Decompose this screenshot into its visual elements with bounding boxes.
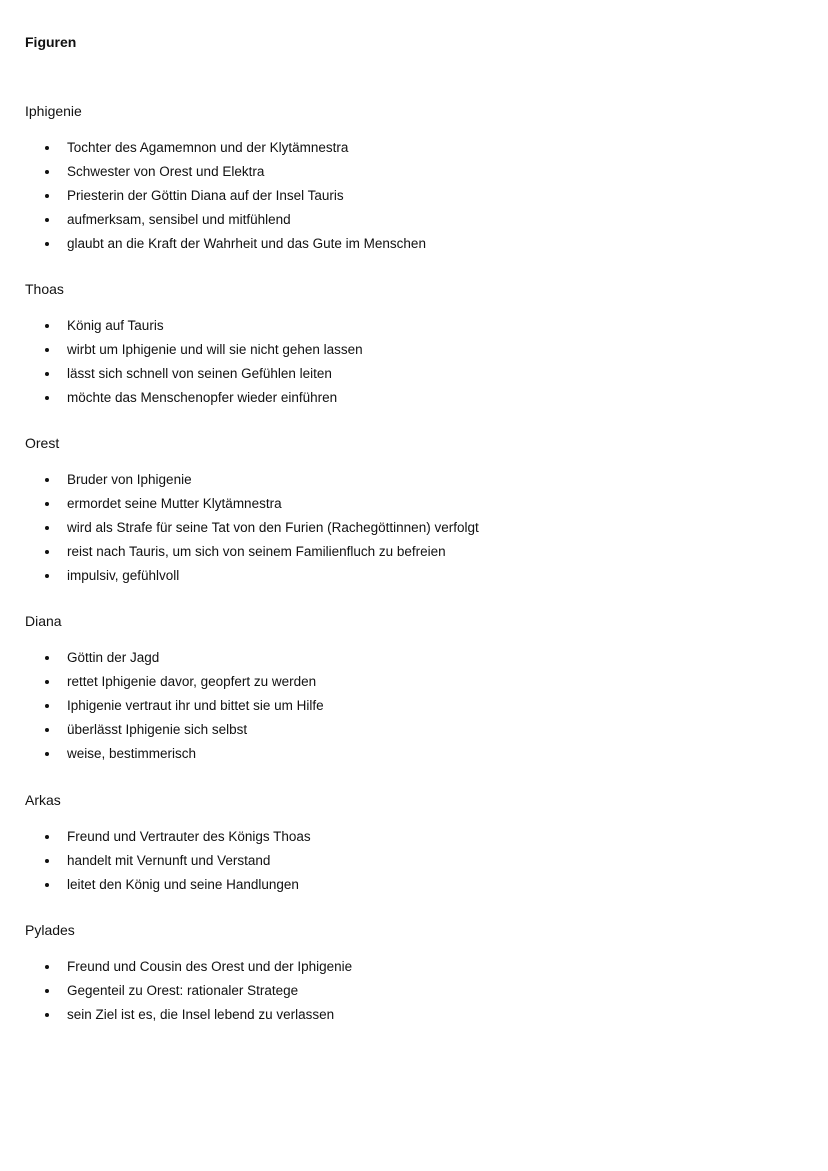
section-heading: Pylades	[25, 922, 75, 938]
list-item	[25, 468, 479, 492]
bullet-icon	[45, 526, 49, 530]
list-item	[25, 338, 363, 362]
page-title: Figuren	[25, 34, 77, 50]
list-item	[25, 386, 363, 410]
bullet-list	[25, 825, 311, 897]
list-item	[25, 564, 479, 588]
bullet-icon	[45, 728, 49, 732]
bullet-list	[25, 136, 426, 256]
list-item-text: Priesterin der Göttin Diana auf der Insel Tauris	[67, 188, 344, 203]
list-item-text: lässt sich schnell von seinen Gefühlen leiten	[67, 366, 332, 381]
list-item	[25, 742, 324, 766]
list-item-text: weise, bestimmerisch	[67, 746, 197, 761]
list-item	[25, 955, 352, 979]
list-item-text: sein Ziel ist es, die Insel lebend zu verlassen	[67, 1007, 335, 1022]
list-item-text: Bruder von Iphigenie	[67, 472, 192, 487]
bullet-icon	[45, 194, 49, 198]
list-item	[25, 718, 324, 742]
list-item	[25, 136, 426, 160]
list-item-text: König auf Tauris	[67, 318, 164, 333]
list-item-text: aufmerksam, sensibel und mitfühlend	[67, 212, 291, 227]
bullet-icon	[45, 550, 49, 554]
bullet-icon	[45, 146, 49, 150]
bullet-icon	[45, 502, 49, 506]
list-item	[25, 646, 324, 670]
bullet-icon	[45, 574, 49, 578]
list-item-text: reist nach Tauris, um sich von seinem Familienfluch zu befreien	[67, 544, 446, 559]
list-item	[25, 516, 479, 540]
bullet-icon	[45, 883, 49, 887]
bullet-icon	[45, 859, 49, 863]
list-item-text: Göttin der Jagd	[67, 650, 160, 665]
bullet-list	[25, 468, 479, 588]
bullet-icon	[45, 478, 49, 482]
bullet-icon	[45, 965, 49, 969]
bullet-icon	[45, 1013, 49, 1017]
list-item	[25, 184, 426, 208]
list-item-text: möchte das Menschenopfer wieder einführen	[67, 390, 338, 405]
list-item-text: Gegenteil zu Orest: rationaler Stratege	[67, 983, 299, 998]
list-item	[25, 670, 324, 694]
list-item-text: Iphigenie vertraut ihr und bittet sie um Hilfe	[67, 698, 324, 713]
bullet-list	[25, 646, 324, 766]
section-thoas	[25, 280, 805, 405]
list-item-text: ermordet seine Mutter Klytämnestra	[67, 496, 282, 511]
list-item-text: impulsiv, gefühlvoll	[67, 568, 180, 583]
bullet-icon	[45, 835, 49, 839]
list-item	[25, 873, 311, 897]
list-item-text: leitet den König und seine Handlungen	[67, 877, 299, 892]
list-item	[25, 208, 426, 232]
list-item	[25, 232, 426, 256]
list-item-text: rettet Iphigenie davor, geopfert zu werden	[67, 674, 317, 689]
list-item-text: handelt mit Vernunft und Verstand	[67, 853, 271, 868]
section-pylades	[25, 921, 805, 1022]
list-item-text: Freund und Vertrauter des Königs Thoas	[67, 829, 311, 844]
bullet-icon	[45, 989, 49, 993]
section-heading: Arkas	[25, 792, 61, 808]
list-item-text: Freund und Cousin des Orest und der Iphigenie	[67, 959, 353, 974]
list-item-text: wird als Strafe für seine Tat von den Furien (Rachegöttinnen) verfolgt	[67, 520, 479, 535]
list-item-text: glaubt an die Kraft der Wahrheit und das Gute im Menschen	[67, 236, 426, 251]
list-item-text: wirbt um Iphigenie und will sie nicht gehen lassen	[67, 342, 363, 357]
bullet-icon	[45, 242, 49, 246]
bullet-icon	[45, 218, 49, 222]
list-item-text: überlässt Iphigenie sich selbst	[67, 722, 248, 737]
list-item	[25, 362, 363, 386]
list-item	[25, 314, 363, 338]
bullet-icon	[45, 704, 49, 708]
bullet-list	[25, 955, 352, 1027]
list-item	[25, 492, 479, 516]
section-arkas	[25, 791, 805, 892]
list-item	[25, 160, 426, 184]
bullet-icon	[45, 348, 49, 352]
list-item-text: Schwester von Orest und Elektra	[67, 164, 265, 179]
section-iphigenie	[25, 102, 805, 251]
bullet-icon	[45, 396, 49, 400]
section-orest	[25, 434, 805, 583]
bullet-icon	[45, 170, 49, 174]
section-heading: Diana	[25, 613, 62, 629]
list-item	[25, 1003, 352, 1027]
list-item	[25, 849, 311, 873]
section-diana	[25, 612, 805, 761]
bullet-icon	[45, 752, 49, 756]
bullet-list	[25, 314, 363, 410]
list-item-text: Tochter des Agamemnon und der Klytämnestra	[67, 140, 349, 155]
section-heading: Orest	[25, 435, 60, 451]
list-item	[25, 540, 479, 564]
bullet-icon	[45, 656, 49, 660]
bullet-icon	[45, 324, 49, 328]
section-heading: Iphigenie	[25, 103, 82, 119]
section-heading: Thoas	[25, 281, 64, 297]
bullet-icon	[45, 680, 49, 684]
bullet-icon	[45, 372, 49, 376]
list-item	[25, 825, 311, 849]
list-item	[25, 694, 324, 718]
list-item	[25, 979, 352, 1003]
